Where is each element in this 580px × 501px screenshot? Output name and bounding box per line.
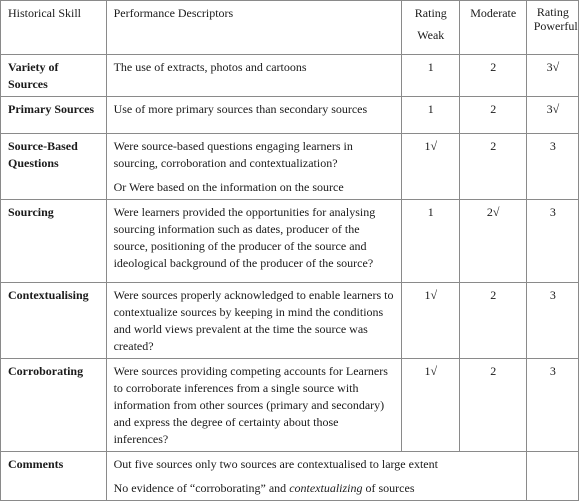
rating-weak: 1 xyxy=(401,200,459,283)
rating-powerful: 3√ xyxy=(526,55,578,97)
comments-line-2-prefix: No evidence of “corroborating” and xyxy=(113,481,290,495)
rating-powerful: 3√ xyxy=(526,97,578,134)
header-row xyxy=(1,1,579,55)
header-skill xyxy=(1,1,107,55)
descriptor-cell: Were learners provided the opportunities for analysing sourcing information such as dates, producer of the source, positioning of the producer of the source and ideological background of the producer of the source? xyxy=(106,200,401,283)
skill-cell: Variety of Sources xyxy=(1,55,107,97)
header-weak-label xyxy=(409,5,453,44)
row-sourcing xyxy=(1,200,579,283)
comments-line-2-italic: contextualizing xyxy=(289,481,363,495)
comments-cell xyxy=(106,452,526,501)
rating-moderate: 2√ xyxy=(459,200,526,283)
header-skill-text: Historical Skill xyxy=(8,6,81,20)
header-powerful xyxy=(526,1,578,55)
header-moderate-text: Moderate xyxy=(470,6,517,20)
skill-cell: Corroborating xyxy=(1,359,107,452)
skill-cell: Source-Based Questions xyxy=(1,134,107,200)
rating-weak: 1√ xyxy=(401,283,459,359)
descriptor-text: Were source-based questions engaging learners in sourcing, corroboration and contextualization? xyxy=(113,139,353,170)
descriptor-cell: Use of more primary sources than secondary sources xyxy=(106,97,401,134)
header-powerful-label xyxy=(533,5,578,33)
descriptor-cell xyxy=(106,134,401,200)
row-primary-sources xyxy=(1,97,579,134)
rating-moderate: 2 xyxy=(459,55,526,97)
rating-moderate: 2 xyxy=(459,283,526,359)
comments-label: Comments xyxy=(1,452,107,501)
rating-weak: 1√ xyxy=(401,359,459,452)
skill-cell: Sourcing xyxy=(1,200,107,283)
rating-powerful: 3 xyxy=(526,200,578,283)
header-weak xyxy=(401,1,459,55)
row-corroborating xyxy=(1,359,579,452)
rating-weak: 1 xyxy=(401,97,459,134)
rating-powerful: 3 xyxy=(526,134,578,200)
descriptor-text-alt: Or Were based on the information on the source xyxy=(113,180,344,194)
header-descriptors xyxy=(106,1,401,55)
descriptor-cell: Were sources providing competing accounts for Learners to corroborate inferences from a single source with information from other sources (primary and secondary) and express the degree of certainty about those inferences? xyxy=(106,359,401,452)
header-weak-word: Weak xyxy=(417,28,445,42)
rating-powerful: 3 xyxy=(526,359,578,452)
comments-empty-cell xyxy=(526,452,578,501)
rating-moderate: 2 xyxy=(459,359,526,452)
header-powerful-rating: Rating xyxy=(536,5,569,19)
header-weak-rating: Rating xyxy=(414,6,447,20)
header-descriptors-text: Performance Descriptors xyxy=(113,6,234,20)
skill-cell: Primary Sources xyxy=(1,97,107,134)
row-comments xyxy=(1,452,579,501)
rating-weak: 1√ xyxy=(401,134,459,200)
comments-line-2-suffix: of sources xyxy=(362,481,415,495)
rating-moderate: 2 xyxy=(459,134,526,200)
rating-moderate: 2 xyxy=(459,97,526,134)
header-moderate xyxy=(459,1,526,55)
row-contextualising xyxy=(1,283,579,359)
row-variety-of-sources xyxy=(1,55,579,97)
rating-powerful: 3 xyxy=(526,283,578,359)
rating-weak: 1 xyxy=(401,55,459,97)
descriptor-cell: The use of extracts, photos and cartoons xyxy=(106,55,401,97)
header-powerful-word: Powerful xyxy=(533,19,578,33)
descriptor-cell: Were sources properly acknowledged to enable learners to contextualize sources by keeping in mind the conditions and world views prevalent at the time the source was created? xyxy=(106,283,401,359)
skill-cell: Contextualising xyxy=(1,283,107,359)
comments-line-1: Out five sources only two sources are contextualised to large extent xyxy=(113,457,438,471)
row-source-based-questions xyxy=(1,134,579,200)
